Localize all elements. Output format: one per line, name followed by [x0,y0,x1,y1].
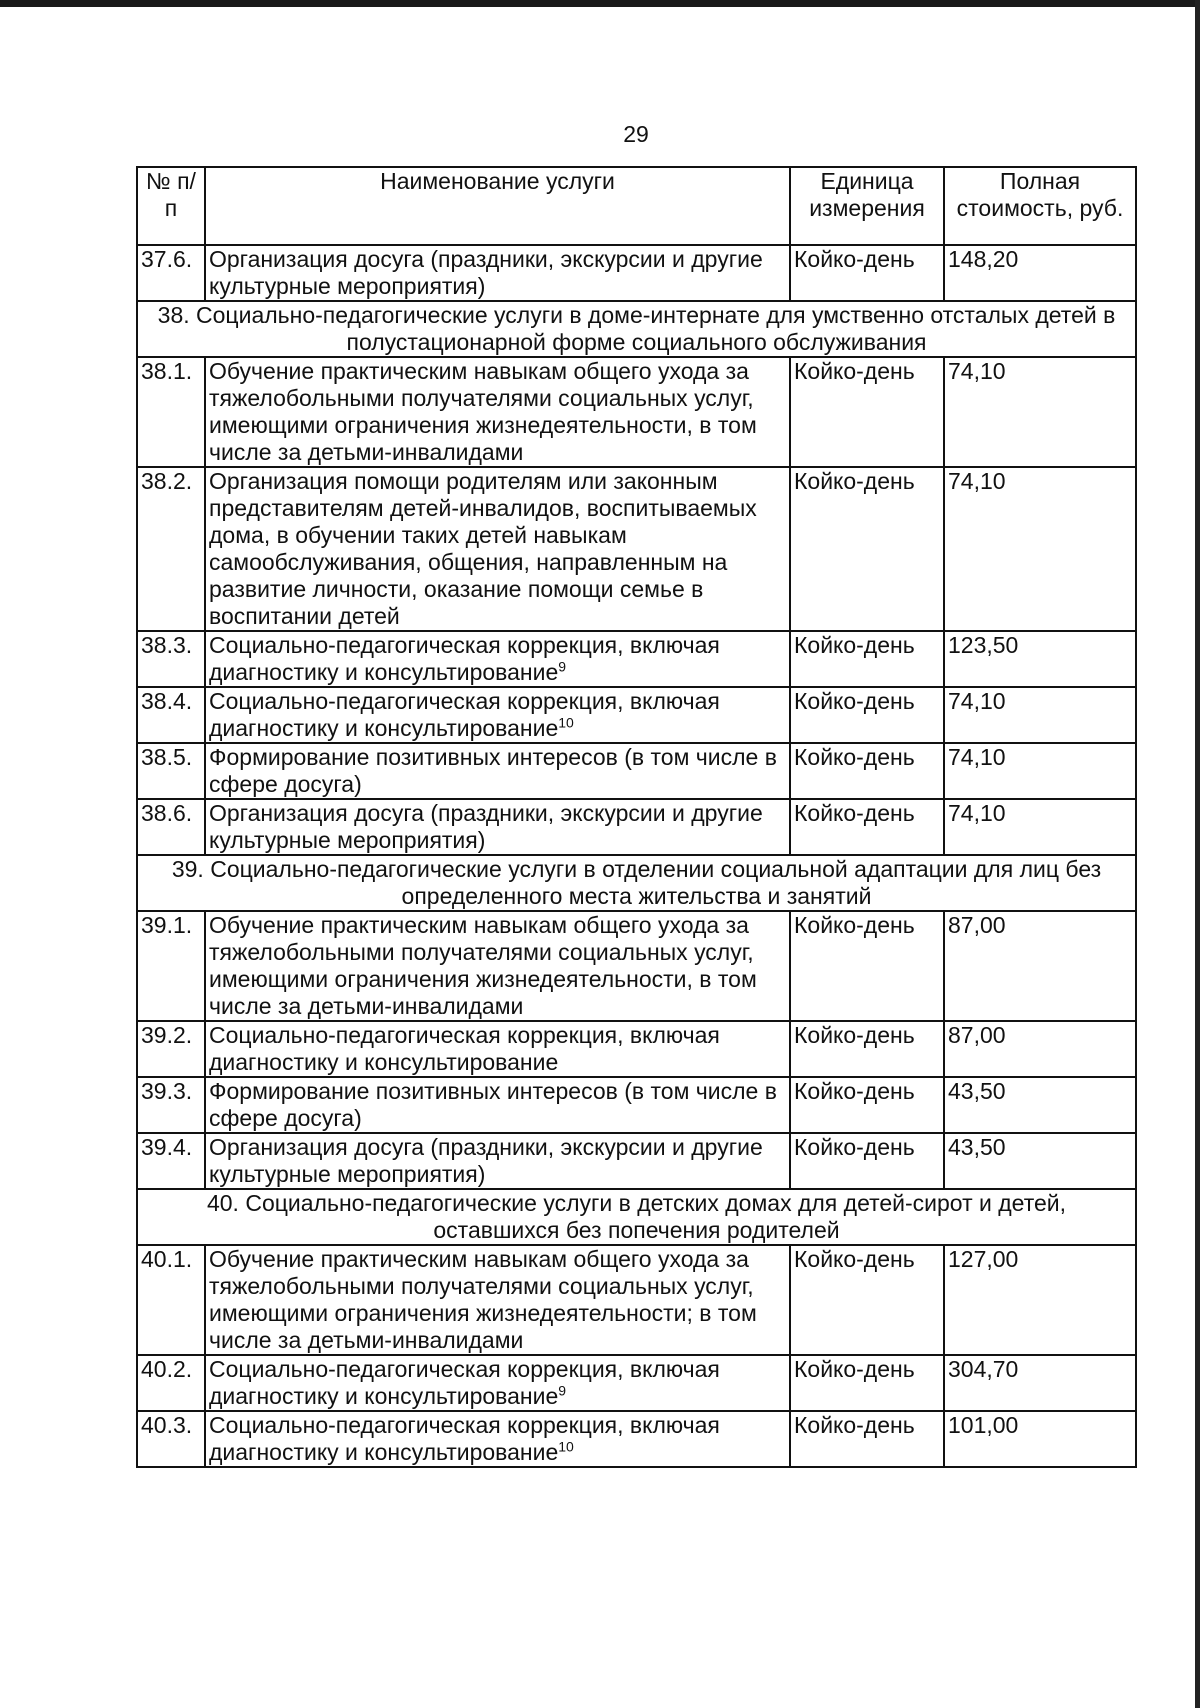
service-name-cell [205,1133,790,1189]
service-name: Обучение практическим навыкам общего ухода за тяжелобольными получателями социальных услуг, имеющими ограничения жизнедеятельности, в том числе за детьми-инвалидами [209,358,757,465]
cost-cell: 74,10 [944,743,1136,799]
section-heading: 39. Социально-педагогические услуги в отделении социальной адаптации для лиц без определенного места жительства и занятий [137,855,1136,911]
header-service-name: Наименование услуги [205,167,790,245]
section-heading-row [137,301,1136,357]
table-row [137,245,1136,301]
row-number: 40.3. [137,1411,205,1467]
row-number: 38.3. [137,631,205,687]
service-name-cell [205,743,790,799]
service-name: Социально-педагогическая коррекция, включая диагностику и консультирование [209,1356,720,1409]
footnote-mark: 9 [558,658,567,675]
service-name: Организация помощи родителям или законным представителям детей-инвалидов, воспитываемых дома, в обучении таких детей навыкам самообслуживания, общения, направленным на развитие личности, оказание помощи семье в воспитании детей [209,468,757,629]
cost-cell: 74,10 [944,357,1136,467]
page-number: 29 [623,121,649,147]
service-name-cell [205,799,790,855]
row-number: 39.1. [137,911,205,1021]
table-header-row [137,167,1136,245]
table-row [137,467,1136,631]
row-number: 37.6. [137,245,205,301]
row-number: 38.2. [137,467,205,631]
service-name-cell [205,1245,790,1355]
service-name-cell [205,1077,790,1133]
service-name-cell [205,1021,790,1077]
service-name: Организация досуга (праздники, экскурсии и другие культурные мероприятия) [209,246,763,299]
table-row [137,687,1136,743]
unit-cell: Койко-день [790,1245,944,1355]
row-number: 38.4. [137,687,205,743]
unit-cell: Койко-день [790,467,944,631]
cost-cell: 74,10 [944,799,1136,855]
footnote-mark: 10 [558,1438,574,1455]
table-row [137,1355,1136,1411]
header-cost: Полная стоимость, руб. [944,167,1136,245]
section-heading: 40. Социально-педагогические услуги в детских домах для детей-сирот и детей, оставшихся без попечения родителей [137,1189,1136,1245]
services-table [136,166,1137,1468]
unit-cell: Койко-день [790,1355,944,1411]
table-row [137,743,1136,799]
unit-cell: Койко-день [790,799,944,855]
cost-cell: 74,10 [944,687,1136,743]
cost-cell: 87,00 [944,1021,1136,1077]
footnote-mark: 10 [558,714,574,731]
table-row [137,1411,1136,1467]
row-number: 39.3. [137,1077,205,1133]
cost-cell: 101,00 [944,1411,1136,1467]
service-name: Социально-педагогическая коррекция, включая диагностику и консультирование [209,688,720,741]
unit-cell: Койко-день [790,245,944,301]
section-heading-row [137,855,1136,911]
service-name-cell [205,631,790,687]
table-row [137,1021,1136,1077]
unit-cell: Койко-день [790,1411,944,1467]
service-name: Организация досуга (праздники, экскурсии и другие культурные мероприятия) [209,1134,763,1187]
row-number: 38.1. [137,357,205,467]
row-number: 40.2. [137,1355,205,1411]
table-row [137,1133,1136,1189]
row-number: 38.5. [137,743,205,799]
cost-cell: 304,70 [944,1355,1136,1411]
unit-cell: Койко-день [790,743,944,799]
cost-cell: 123,50 [944,631,1136,687]
section-heading: 38. Социально-педагогические услуги в доме-интернате для умственно отсталых детей в полустационарной форме социального обслуживания [137,301,1136,357]
table-row [137,911,1136,1021]
service-name: Социально-педагогическая коррекция, включая диагностику и консультирование [209,1022,720,1075]
service-name-cell [205,687,790,743]
table-row [137,1077,1136,1133]
unit-cell: Койко-день [790,357,944,467]
unit-cell: Койко-день [790,687,944,743]
table-row [137,799,1136,855]
unit-cell: Койко-день [790,631,944,687]
unit-cell: Койко-день [790,1077,944,1133]
service-name: Формирование позитивных интересов (в том числе в сфере досуга) [209,1078,777,1131]
row-number: 38.6. [137,799,205,855]
service-name: Обучение практическим навыкам общего ухода за тяжелобольными получателями социальных услуг, имеющими ограничения жизнедеятельности; в том числе за детьми-инвалидами [209,1246,757,1353]
cost-cell: 43,50 [944,1133,1136,1189]
row-number: 39.4. [137,1133,205,1189]
header-number: № п/п [137,167,205,245]
row-number: 39.2. [137,1021,205,1077]
service-name-cell [205,245,790,301]
service-name: Социально-педагогическая коррекция, включая диагностику и консультирование [209,632,720,685]
cost-cell: 87,00 [944,911,1136,1021]
table-row [137,631,1136,687]
table-body [137,245,1136,1467]
table-row [137,357,1136,467]
service-name-cell [205,467,790,631]
service-name: Социально-педагогическая коррекция, включая диагностику и консультирование [209,1412,720,1465]
service-name-cell [205,357,790,467]
service-name-cell [205,1355,790,1411]
header-unit: Единица измерения [790,167,944,245]
table-row [137,1245,1136,1355]
scan-border-top [0,0,1200,7]
cost-cell: 148,20 [944,245,1136,301]
cost-cell: 127,00 [944,1245,1136,1355]
cost-cell: 74,10 [944,467,1136,631]
service-name: Формирование позитивных интересов (в том числе в сфере досуга) [209,744,777,797]
footnote-mark: 9 [558,1382,567,1399]
scan-border-right [1195,0,1200,1708]
cost-cell: 43,50 [944,1077,1136,1133]
service-name: Обучение практическим навыкам общего ухода за тяжелобольными получателями социальных услуг, имеющими ограничения жизнедеятельности, в том числе за детьми-инвалидами [209,912,757,1019]
unit-cell: Койко-день [790,911,944,1021]
unit-cell: Койко-день [790,1133,944,1189]
section-heading-row [137,1189,1136,1245]
service-name: Организация досуга (праздники, экскурсии и другие культурные мероприятия) [209,800,763,853]
service-name-cell [205,911,790,1021]
service-name-cell [205,1411,790,1467]
unit-cell: Койко-день [790,1021,944,1077]
row-number: 40.1. [137,1245,205,1355]
